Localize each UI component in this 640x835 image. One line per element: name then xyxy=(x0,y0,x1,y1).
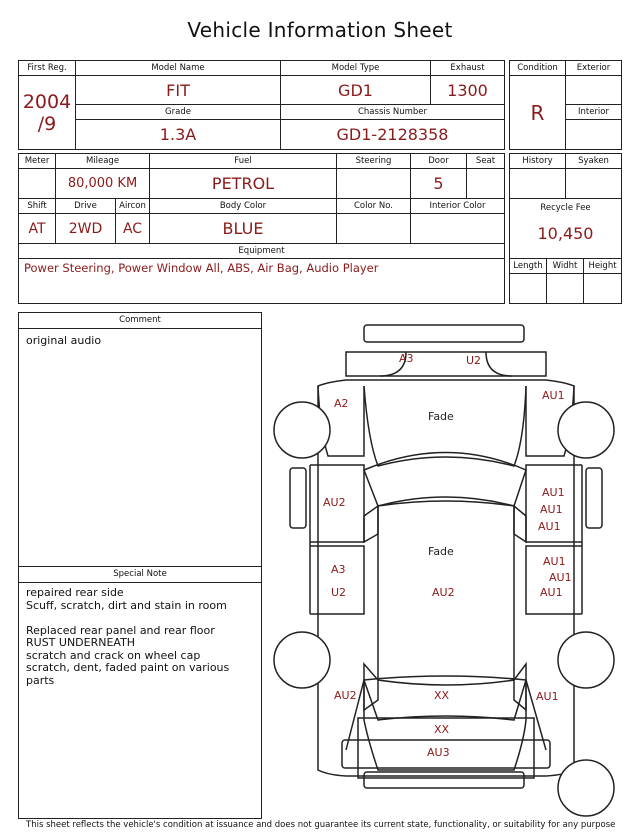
exhaust-value: 1300 xyxy=(431,76,505,105)
damage-mark: U2 xyxy=(331,586,347,599)
body-color-value: BLUE xyxy=(150,214,337,244)
special-note-line: repaired rear side xyxy=(26,586,124,599)
main-info-table xyxy=(18,60,505,150)
body-color-label: Body Color xyxy=(150,199,337,214)
steering-value xyxy=(337,169,411,199)
equipment-value: Power Steering, Power Window All, ABS, Air Bag, Audio Player xyxy=(19,259,505,304)
recycle-fee-label: Recycle Fee xyxy=(540,203,591,213)
windshield-outline xyxy=(364,453,526,507)
damage-mark: AU2 xyxy=(323,496,346,509)
width-label: Widht xyxy=(547,259,584,274)
left-side-strip xyxy=(290,468,306,528)
special-note-line: Replaced rear panel and rear floor xyxy=(26,623,215,637)
damage-mark: A3 xyxy=(399,352,414,365)
model-type-value: GD1 xyxy=(281,76,431,105)
first-reg-year: 2004 xyxy=(22,90,72,113)
sheet-title: Vehicle Information Sheet xyxy=(187,18,453,42)
model-type-label: Model Type xyxy=(281,61,431,76)
meter-value xyxy=(19,169,56,199)
first-reg-label: First Reg. xyxy=(19,61,76,76)
color-no-label: Color No. xyxy=(337,199,411,214)
history-table xyxy=(509,153,622,304)
damage-mark: XX xyxy=(434,723,450,736)
recycle-fee-value: 10,450 xyxy=(537,224,594,243)
car-damage-diagram xyxy=(268,320,628,820)
shift-value: AT xyxy=(19,214,56,244)
damage-mark: AU1 xyxy=(538,520,561,533)
special-note-label: Special Note xyxy=(19,567,261,583)
damage-mark: AU1 xyxy=(543,555,566,568)
fade-mark: Fade xyxy=(428,410,454,423)
condition-table xyxy=(509,60,622,150)
damage-mark: U2 xyxy=(466,354,482,367)
steering-label: Steering xyxy=(337,154,411,169)
rear-quarter-windows xyxy=(364,664,526,710)
comment-line: original audio xyxy=(26,334,102,347)
seat-label: Seat xyxy=(467,154,505,169)
mileage-value: 80,000 KM xyxy=(56,169,150,199)
chassis-number-label: Chassis Number xyxy=(281,105,505,120)
interior-color-label: Interior Color xyxy=(411,199,505,214)
door-value: 5 xyxy=(411,169,467,199)
seat-value xyxy=(467,169,505,199)
history-value xyxy=(510,169,566,199)
exhaust-label: Exhaust xyxy=(431,61,505,76)
condition-label: Condition xyxy=(510,61,566,76)
model-name-label: Model Name xyxy=(76,61,281,76)
door-label: Door xyxy=(411,154,467,169)
damage-mark: AU1 xyxy=(542,389,565,402)
comment-text xyxy=(19,329,261,348)
special-note-box xyxy=(18,566,262,819)
damage-mark: AU1 xyxy=(549,571,572,584)
damage-mark: AU1 xyxy=(542,486,565,499)
damage-mark: AU1 xyxy=(540,503,563,516)
mileage-label: Mileage xyxy=(56,154,150,169)
first-reg-value xyxy=(19,76,76,150)
front-right-wheel xyxy=(558,402,614,458)
damage-mark: AU2 xyxy=(334,689,357,702)
special-note-line: RUST UNDERNEATH xyxy=(26,636,136,649)
damage-mark: A2 xyxy=(334,397,349,410)
shift-label: Shift xyxy=(19,199,56,214)
special-note-line xyxy=(26,612,261,625)
fuel-value: PETROL xyxy=(150,169,337,199)
comment-box xyxy=(18,312,262,567)
specs-table xyxy=(18,153,505,304)
condition-value: R xyxy=(510,76,566,150)
damage-mark: XX xyxy=(434,689,450,702)
fuel-label: Fuel xyxy=(150,154,337,169)
interior-value xyxy=(566,120,622,150)
exterior-value xyxy=(566,76,622,105)
right-side-strip xyxy=(586,468,602,528)
syaken-label: Syaken xyxy=(566,154,622,169)
drive-label: Drive xyxy=(56,199,116,214)
damage-mark: AU3 xyxy=(427,746,450,759)
hood-outline xyxy=(364,386,526,466)
damage-mark: AU2 xyxy=(432,586,455,599)
special-note-text xyxy=(19,583,261,687)
color-no-value xyxy=(337,214,411,244)
aircon-value: AC xyxy=(116,214,150,244)
first-reg-month: /9 xyxy=(37,112,57,135)
front-left-wheel xyxy=(274,402,330,458)
special-note-line: scratch, dent, faded paint on various xyxy=(26,661,230,674)
fade-mark: Fade xyxy=(428,545,454,558)
grade-value: 1.3A xyxy=(76,120,281,150)
length-value xyxy=(510,274,547,304)
exterior-label: Exterior xyxy=(566,61,622,76)
rear-right-wheel xyxy=(558,632,614,688)
damage-mark: AU1 xyxy=(540,586,563,599)
syaken-value xyxy=(566,169,622,199)
interior-color-value xyxy=(411,214,505,244)
aircon-label: Aircon xyxy=(116,199,150,214)
length-label: Length xyxy=(510,259,547,274)
meter-label: Meter xyxy=(19,154,56,169)
special-note-line: scratch and crack on wheel cap xyxy=(26,648,201,662)
front-bumper-outline xyxy=(364,325,524,342)
special-note-line: parts xyxy=(26,673,55,687)
drive-value: 2WD xyxy=(56,214,116,244)
width-value xyxy=(547,274,584,304)
front-quarter-windows xyxy=(364,506,526,542)
model-name-value: FIT xyxy=(76,76,281,105)
height-label: Height xyxy=(584,259,622,274)
spare-wheel xyxy=(558,760,614,816)
special-note-line: Scuff, scratch, dirt and stain in room xyxy=(26,598,227,612)
height-value xyxy=(584,274,622,304)
equipment-label: Equipment xyxy=(19,244,505,259)
disclaimer-footer: This sheet reflects the vehicle's condition at issuance and does not guarantee its current state, functionality, or suitability for any purpose xyxy=(26,820,616,830)
interior-label: Interior xyxy=(566,105,622,120)
rear-left-wheel xyxy=(274,632,330,688)
front-grille-outline xyxy=(346,352,546,376)
comment-label: Comment xyxy=(19,313,261,329)
recycle-fee-cell xyxy=(510,199,622,259)
grade-label: Grade xyxy=(76,105,281,120)
history-label: History xyxy=(510,154,566,169)
damage-mark: A3 xyxy=(331,563,346,576)
damage-mark: AU1 xyxy=(536,690,559,703)
rear-lower-bumper xyxy=(364,772,524,788)
chassis-number-value: GD1-2128358 xyxy=(281,120,505,150)
